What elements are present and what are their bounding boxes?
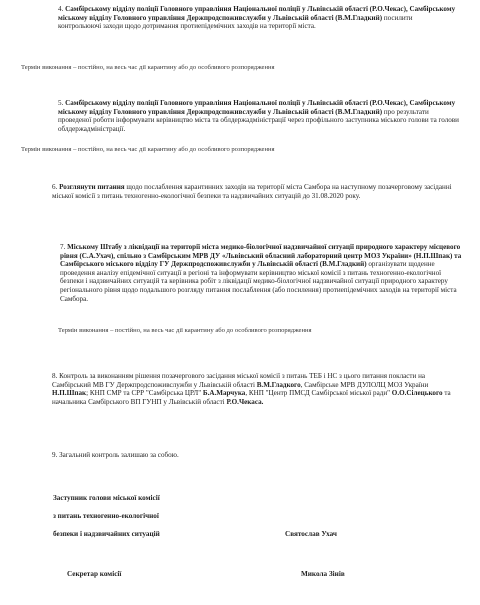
item-4-text: посилити контрольюючі заходи щодо дотримання протиепідемічних заходів на території міста. (58, 13, 413, 31)
item-5-deadline: Термін виконання – постійно, на весь час дії карантину або до особливого розпорядження (21, 146, 275, 153)
secretary-title: Секретар комісії (67, 570, 122, 578)
item-7-deadline: Термін виконання – постійно, на весь час дії карантину або до особливого розпорядження (58, 327, 312, 334)
item-8-seg-9: Р.О.Чекаса. (226, 397, 264, 406)
item-8-seg-6: , КНП "Центр ПМСД Самбірської міської ради" (245, 389, 392, 398)
deputy-title-line-1: Заступник голови міської комісії (53, 494, 160, 502)
item-8-number: 8. (52, 372, 58, 380)
deputy-title-line-2: з питань техногенно-екологічної (53, 512, 159, 520)
item-5 (58, 99, 462, 133)
item-8-seg-3: Н.П.Шпак (52, 389, 87, 398)
item-8-seg-7: О.О.Сілецького (391, 389, 443, 398)
item-4-number: 4. (58, 5, 64, 13)
item-8 (52, 372, 464, 406)
item-9-number: 9. (52, 451, 58, 459)
item-8-seg-1: В.М.Гладкого (256, 380, 301, 389)
item-7 (60, 243, 462, 303)
item-5-bold-text: Самбірському відділу поліції Головного управління Національної поліції у Львівській області (Р.О.Чекас), Самбірському міському відділу Головного управління Держпродспоживслужби у Львівській області (В.М.Гладкий) (58, 99, 456, 116)
item-8-seg-2: , Самбірське МРВ ДУЛОЛЦ МОЗ України (300, 380, 429, 389)
item-4 (58, 5, 456, 31)
item-7-text: організувати щоденне проведення аналізу епідемічної ситуації в регіоні та інформувати керівництво міської комісії з питань техногенно-екологічної безпеки і надзвичайних ситуацій та керівника робіт з ліквідації медико-біологічної надзвичайної ситуації природного характеру регіонального рівня щодо подальшого розгляду питання послаблення (або посилення) протиепідемічних заходів на території міста Самбора. (60, 260, 457, 303)
item-6-text: щодо послаблення карантинних заходів на території міста Самбора на наступному позачерговому засіданні міської комісії з питань техногенно-екологічної безпеки та надзвичайних ситуацій до 31.08.2020 року. (52, 183, 452, 200)
item-9-text: Загальний контроль залишаю за собою. (59, 451, 179, 459)
item-8-seg-8: та начальника Самбірського ВП ГУНП у Львівській області (52, 389, 451, 406)
item-6-bold-text: Розглянути питання (59, 183, 125, 191)
deputy-title-line-3: безпеки і надзвичайних ситуацій (53, 530, 160, 538)
item-9 (52, 451, 460, 460)
deputy-name: Святослав Ухач (285, 530, 337, 538)
item-8-seg-0: Контроль за виконанням рішення позачергового засідання міської комісії з питань ТЕБ і НС з цього питання покласти на Самбірський МВ ГУ Держпродспоживслужби у Львівській області (52, 372, 426, 389)
item-7-bold-text: Міському Штабу з ліквідації на території міста медико-біологічної надзвичайної ситуації природного характеру місцевого рівня (С.А.Ухач), спільно з Самбірським МРВ ДУ «Львівський обласний лабораторний центр МОЗ України» (Н.П.Шпак) та Самбірського міського відділу ГУ Держпродспоживслужби у Львівській області (В.М.Гладкий) (60, 243, 462, 269)
secretary-name: Микола Зінів (301, 570, 345, 578)
item-8-seg-4: ; КНП СМР та СРР "Самбірська ЦРЛ" (86, 389, 203, 398)
item-8-seg-5: Б.А.Марчука (202, 389, 246, 398)
item-6 (52, 183, 460, 200)
item-6-number: 6. (52, 183, 58, 191)
item-7-number: 7. (60, 243, 66, 251)
item-4-deadline: Термін виконання – постійно, на весь час дії карантину або до особливого розпорядження (21, 64, 275, 71)
item-5-number: 5. (58, 99, 64, 107)
item-4-bold-text: Самбірському відділу поліції Головного управління Національної поліції у Львівській області (Р.О.Чекас), Самбірському міському відділу Головного управління Держпродспоживслужби у Львівській області (В.М.Гладкий) (58, 5, 456, 22)
item-5-text: про результати проведеної роботи інформувати керівництво міста та облдержадміністрації через профільного заступника міського голови та голови облдержадміністрації. (58, 107, 459, 133)
